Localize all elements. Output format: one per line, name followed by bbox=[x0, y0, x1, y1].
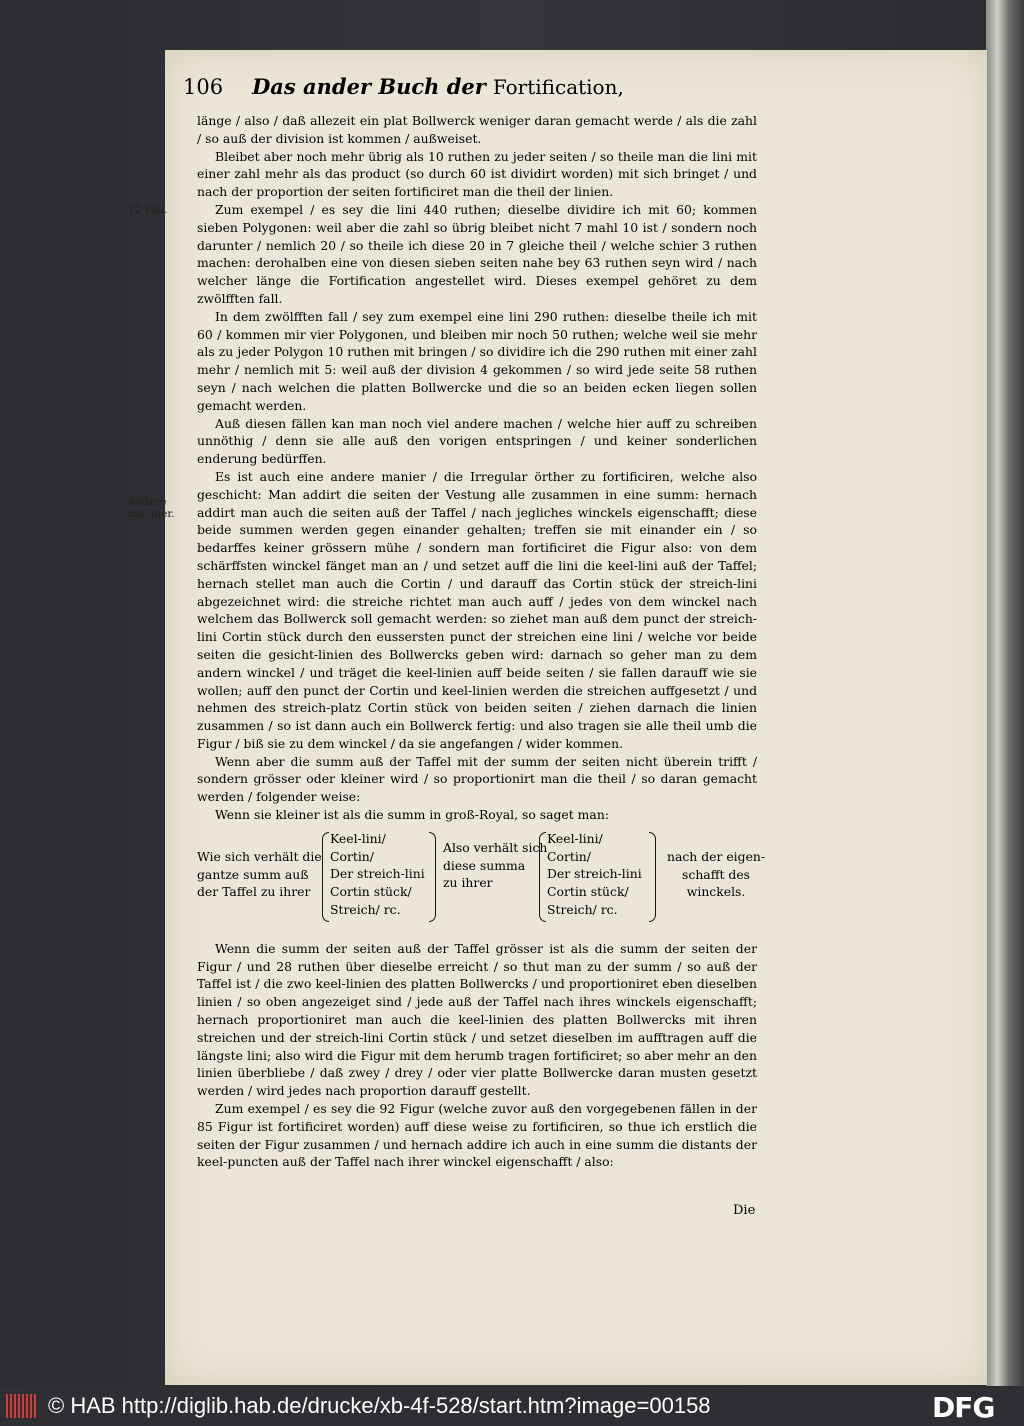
table-left-items bbox=[330, 830, 425, 919]
table-text-line: der Taffel zu ihrer bbox=[197, 884, 311, 900]
paragraph: Zum exempel / es sey die 92 Figur (welche zuvor auß den vorgegebenen fällen in der 85 Figur ist fortificiret worden) auff diese weise zu fortificiren, so thue ich erstlich die seiten der Figur zusammen / und hernach addire ich auch in eine summ die distants der keel-puncten auß der Taffel nach ihrer winckel eigenschafft / also: bbox=[197, 1101, 757, 1170]
brace-right bbox=[429, 832, 436, 922]
table-item: Der streich-lini bbox=[547, 866, 642, 882]
table-item: Cortin/ bbox=[547, 848, 591, 864]
book-edge bbox=[986, 0, 1024, 1386]
header-title-latin: Fortification, bbox=[492, 75, 624, 99]
table-item: Streich/ rc. bbox=[547, 902, 618, 918]
paragraph: Es ist auch eine andere manier / die Irregular örther zu fortificiren, welche also geschicht: Man addirt die seiten der Vestung alle zusammen in eine summ: hernach addirt man auch die seiten auß der Taffel / nach jegliches winckels eigenschafft; diese beide summen werden gegen einander gehalten; treffen sie mit einander ein / so bedarffes keiner grössern mühe / sondern man fortificiret die Figur also: von dem schärffsten winckel fänget man an / und setzet auff die lini die keel-lini auß der Taffel; hernach stellet man auch die Cortin / und darauff das Cortin stück der streich-lini abgezeichnet wird: die streiche richtet man auch auff / jedes von dem winckel nach welchem das Bollwerck soll gemacht werden: so ziehet man auß dem punct der streich-lini Cortin stück durch den eussersten punct der streichen eine lini / welche vor beide seiten die gesicht-linien des Bollwercks geben wird: darnach so geher man zu dem andern winckel / und träget die keel-linien auff beide seiten / sie fallen darauff wie sie wollen; auff den punct der Cortin und keel-linien werden die streichen auffgesetzt / und nehmen des streich-platz Cortin stück von beiden seiten / ziehen darnach die linien zusammen / so ist dann auch ein Bollwerck fertig: und also tragen sie alle theil umb die Figur / biß sie zu dem winckel / da sie angefangen / wider kommen. bbox=[197, 468, 757, 751]
paragraph: Zum exempel / es sey die lini 440 ruthen; dieselbe dividire ich mit 60; kommen sieben Polygonen: weil aber die zahl so übrig bleibet nicht 7 mahl 10 ist / sondern noch darunter / nemlich 20 / so theile ich diese 20 in 7 gleiche theil / welche schier 3 ruthen machen: derohalben eine von diesen sieben seiten nahe bey 63 ruthen seyn wird / nach welcher länge die Fortification angestellet wird. Dieses exempel gehöret zu dem zwölfften fall. bbox=[197, 201, 757, 306]
table-item: Der streich-lini bbox=[330, 866, 425, 882]
table-item: Cortin stück/ bbox=[547, 884, 629, 900]
paragraph: Auß diesen fällen kan man noch viel andere machen / welche hier auff zu schreiben unnöthig / denn sie alle auß den vorigen entspringen / und keiner sonderlichen enderung bedürffen. bbox=[197, 415, 757, 467]
dfg-logo: DFG bbox=[932, 1391, 995, 1424]
table-item: Keel-lini/ bbox=[547, 830, 603, 846]
paragraph: In dem zwölfften fall / sey zum exempel eine lini 290 ruthen: dieselbe theile ich mit 60 / kommen mir vier Polygonen, und bleiben mir noch 50 ruthen; welche weil sie mehr als zu jeder Polygon 10 ruthen mit bringen / so dividire ich die 290 ruthen mit einer zahl mehr / nemlich mit 5: weil auß der division 4 gekommen / so wird jede seite 58 ruthen seyn / nach welchen die platten Bollwercke und die so an beiden ecken liegen sollen gemacht werden. bbox=[197, 308, 757, 413]
margin-note: 12 Fall. bbox=[128, 204, 168, 216]
paragraph: Bleibet aber noch mehr übrig als 10 ruthen zu jeder seiten / so theile man die lini mit einer zahl mehr als das product (so durch 60 ist dividirt worden) mit sich bringet / und nach der proportion der seiten fortificiret man die theil der linien. bbox=[197, 148, 757, 200]
page-header bbox=[183, 74, 783, 114]
page-number: 106 bbox=[183, 75, 224, 99]
proportion-table bbox=[197, 830, 766, 926]
table-item: Keel-lini/ bbox=[330, 830, 386, 846]
table-right-items bbox=[547, 830, 642, 919]
margin-note: Andere ma- nier. bbox=[128, 496, 175, 520]
table-text-line: zu ihrer bbox=[443, 875, 493, 891]
table-text-line: Also verhält sich bbox=[443, 839, 548, 855]
paragraph: Wenn aber die summ auß der Taffel mit der summ der seiten nicht überein trifft / sondern grösser oder kleiner wird / so proportionirt man die theil / so daran gemacht werden / folgender weise: bbox=[197, 753, 757, 805]
table-text-line: nach der eigen- bbox=[667, 848, 766, 864]
table-text-line: schafft des bbox=[682, 866, 751, 882]
table-item: Cortin stück/ bbox=[330, 884, 412, 900]
table-left-text bbox=[197, 848, 322, 901]
paragraph: Wenn die summ der seiten auß der Taffel grösser ist als die summ der seiten der Figur / und 28 ruthen über dieselbe erreicht / so thut man zu der summ / so auß der Taffel ist / die zwo keel-linien des platten Bollwercks / und proportioniret eben dieselben linien / so oben angezeiget sind / jede auß der Taffel nach ihres winckels eigenschafft; hernach proportioniret man auch die keel-linien des platten Bollwercks mit ihren streichen und der streich-lini Cortin stück / und setzet dieselben im aufftragen auff die längste lini; also wird die Figur mit dem herumb tragen fortificiret; so aber mehr an den linien überbliebe / daß zwey / drey / oder vier platte Bollwercke daran musten gesetzt werden / wird jedes nach proportion darauff gestellt. bbox=[197, 940, 757, 1099]
brace-left bbox=[539, 832, 546, 922]
barcode-icon bbox=[6, 1394, 38, 1418]
table-text-line: diese summa bbox=[443, 857, 526, 873]
header-title-gothic: Das ander Buch der bbox=[252, 74, 486, 99]
brace-left bbox=[322, 832, 329, 922]
paragraph: Wenn sie kleiner ist als die summ in groß-Royal, so saget man: bbox=[215, 807, 609, 823]
footer-copyright-link[interactable]: © HAB http://diglib.hab.de/drucke/xb-4f-528/start.htm?image=00158 bbox=[48, 1393, 711, 1418]
table-middle-text bbox=[443, 839, 547, 892]
brace-right bbox=[649, 832, 656, 922]
table-text-line: Wie sich verhält die bbox=[197, 848, 322, 864]
main-text bbox=[197, 112, 766, 1171]
table-item: Streich/ rc. bbox=[330, 902, 401, 918]
table-item: Cortin/ bbox=[330, 848, 374, 864]
catchword: Die bbox=[733, 1203, 756, 1218]
footer-bar bbox=[0, 1386, 1024, 1426]
table-text-line: gantze summ auß bbox=[197, 866, 309, 882]
paragraph: länge / also / daß allezeit ein plat Bollwerck weniger daran gemacht werde / als die zahl / so auß der division ist kommen / außweiset. bbox=[197, 113, 757, 146]
table-text-line: winckels. bbox=[686, 884, 746, 900]
table-right-text bbox=[667, 848, 765, 901]
